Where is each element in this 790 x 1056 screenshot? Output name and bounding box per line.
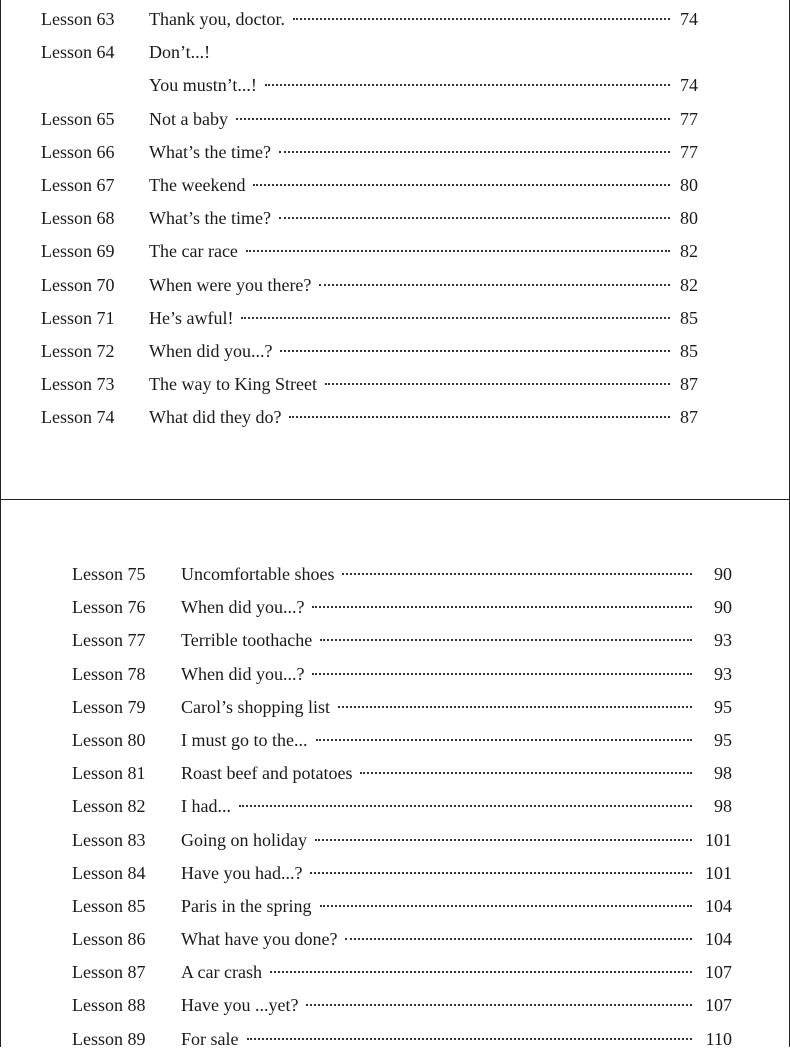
lesson-title: What’s the time? [149, 141, 271, 162]
lesson-number: Lesson 63 [41, 9, 115, 29]
lesson-title: The car race [149, 241, 238, 262]
toc-list [41, 3, 698, 434]
dot-leader [247, 1038, 693, 1040]
page-number: 107 [705, 962, 732, 983]
dot-leader [325, 383, 670, 385]
page-number: 95 [714, 696, 732, 717]
lesson-number: Lesson 82 [72, 796, 146, 817]
lesson-number: Lesson 76 [72, 597, 146, 618]
toc-list [72, 558, 732, 1056]
toc-entry [41, 269, 698, 302]
lesson-title: Roast beef and potatoes [181, 763, 353, 784]
toc-entry [72, 956, 732, 989]
dot-leader [316, 739, 693, 741]
page-number: 80 [680, 174, 698, 195]
lesson-title: When did you...? [181, 597, 305, 618]
page-number: 87 [680, 374, 698, 395]
dot-leader [246, 250, 670, 252]
page-number: 90 [714, 597, 732, 618]
toc-page-bottom [0, 499, 790, 1047]
dot-leader [360, 772, 692, 774]
toc-entry [72, 890, 732, 923]
page-number: 87 [680, 407, 698, 428]
lesson-title: Uncomfortable shoes [181, 564, 335, 584]
lesson-number: Lesson 79 [72, 696, 146, 717]
dot-leader [342, 573, 692, 575]
toc-entry [41, 36, 698, 69]
lesson-number: Lesson 68 [41, 208, 115, 229]
dot-leader [306, 1004, 692, 1006]
lesson-number: Lesson 66 [41, 141, 115, 162]
toc-entry [41, 368, 698, 401]
lesson-number: Lesson 74 [41, 407, 115, 428]
toc-entry [72, 757, 732, 790]
toc-entry [41, 335, 698, 368]
dot-leader [319, 284, 670, 286]
lesson-title: Going on holiday [181, 829, 307, 850]
page-number: 104 [705, 929, 732, 950]
page-number: 85 [680, 307, 698, 328]
page-number: 101 [705, 829, 732, 850]
toc-entry [72, 790, 732, 823]
page-number: 107 [705, 995, 732, 1016]
toc-entry [72, 558, 732, 591]
lesson-number: Lesson 75 [72, 564, 146, 584]
toc-entry [72, 989, 732, 1022]
dot-leader [315, 839, 692, 841]
dot-leader [310, 872, 692, 874]
lesson-title: What have you done? [181, 929, 338, 950]
lesson-title: Thank you, doctor. [149, 9, 285, 29]
lesson-number: Lesson 86 [72, 929, 146, 950]
page-number: 95 [714, 729, 732, 750]
toc-entry [41, 69, 698, 102]
toc-entry [41, 103, 698, 136]
lesson-title: The way to King Street [149, 374, 317, 395]
page-number: 77 [680, 108, 698, 129]
lesson-number: Lesson 73 [41, 374, 115, 395]
toc-entry [72, 824, 732, 857]
lesson-title: Don’t...! [149, 42, 211, 63]
lesson-number: Lesson 64 [41, 42, 115, 63]
lesson-title: You mustn’t...! [149, 75, 257, 96]
lesson-number: Lesson 87 [72, 962, 146, 983]
lesson-title: Carol’s shopping list [181, 696, 331, 717]
dot-leader [312, 673, 692, 675]
page-number: 77 [680, 141, 698, 162]
toc-entry [72, 658, 732, 691]
lesson-title: When did you...? [149, 340, 273, 361]
dot-leader [280, 350, 670, 352]
lesson-title: Have you had...? [181, 862, 303, 883]
dot-leader [345, 938, 692, 940]
dot-leader [338, 706, 692, 708]
toc-entry [41, 169, 698, 202]
lesson-number: Lesson 70 [41, 274, 115, 295]
toc-entry [72, 1023, 732, 1056]
page-number: 98 [714, 763, 732, 784]
lesson-title: I had... [181, 796, 231, 817]
lesson-title: What’s the time? [149, 208, 271, 229]
toc-entry [72, 591, 732, 624]
dot-leader [293, 18, 670, 20]
dot-leader [253, 184, 670, 186]
dot-leader [320, 905, 693, 907]
dot-leader [239, 805, 692, 807]
page-number: 93 [714, 630, 732, 651]
lesson-title: I must go to the... [181, 729, 308, 750]
dot-leader [312, 606, 692, 608]
lesson-title: A car crash [181, 962, 262, 983]
lesson-number: Lesson 88 [72, 995, 146, 1016]
lesson-number: Lesson 85 [72, 895, 146, 916]
toc-entry [41, 302, 698, 335]
lesson-number: Lesson 89 [72, 1028, 146, 1049]
toc-entry [72, 857, 732, 890]
lesson-title: For sale [181, 1028, 239, 1049]
toc-entry [72, 923, 732, 956]
toc-entry [41, 235, 698, 268]
toc-entry [72, 724, 732, 757]
page-number: 90 [714, 564, 732, 584]
page-number: 74 [680, 75, 698, 96]
page-number: 110 [705, 1028, 732, 1049]
lesson-title: When did you...? [181, 663, 305, 684]
page-number: 104 [705, 895, 732, 916]
lesson-title: When were you there? [149, 274, 312, 295]
toc-entry [41, 202, 698, 235]
lesson-title: Paris in the spring [181, 895, 312, 916]
dot-leader [279, 151, 670, 153]
lesson-number: Lesson 81 [72, 763, 146, 784]
dot-leader [270, 971, 692, 973]
toc-page-top [0, 0, 790, 500]
lesson-number: Lesson 72 [41, 340, 115, 361]
page-number: 101 [705, 862, 732, 883]
toc-entry [41, 3, 698, 36]
toc-entry [72, 624, 732, 657]
page-number: 85 [680, 340, 698, 361]
page-number: 93 [714, 663, 732, 684]
dot-leader [289, 416, 670, 418]
lesson-number: Lesson 78 [72, 663, 146, 684]
lesson-title: Terrible toothache [181, 630, 313, 651]
toc-entry [41, 136, 698, 169]
dot-leader [320, 639, 692, 641]
lesson-number: Lesson 80 [72, 729, 146, 750]
page-number: 74 [680, 9, 698, 29]
lesson-title: Not a baby [149, 108, 228, 129]
lesson-number: Lesson 69 [41, 241, 115, 262]
toc-entry [41, 401, 698, 434]
lesson-title: The weekend [149, 174, 246, 195]
lesson-number: Lesson 84 [72, 862, 146, 883]
dot-leader [236, 118, 670, 120]
toc-entry [72, 691, 732, 724]
lesson-number: Lesson 77 [72, 630, 146, 651]
lesson-title: Have you ...yet? [181, 995, 299, 1016]
page-number: 82 [680, 274, 698, 295]
lesson-number: Lesson 83 [72, 829, 146, 850]
lesson-number: Lesson 67 [41, 174, 115, 195]
lesson-title: What did they do? [149, 407, 282, 428]
page-number: 98 [714, 796, 732, 817]
dot-leader [279, 217, 670, 219]
lesson-number: Lesson 71 [41, 307, 115, 328]
lesson-number: Lesson 65 [41, 108, 115, 129]
dot-leader [241, 317, 670, 319]
lesson-title: He’s awful! [149, 307, 234, 328]
page-number: 82 [680, 241, 698, 262]
page-number: 80 [680, 208, 698, 229]
dot-leader [265, 84, 670, 86]
